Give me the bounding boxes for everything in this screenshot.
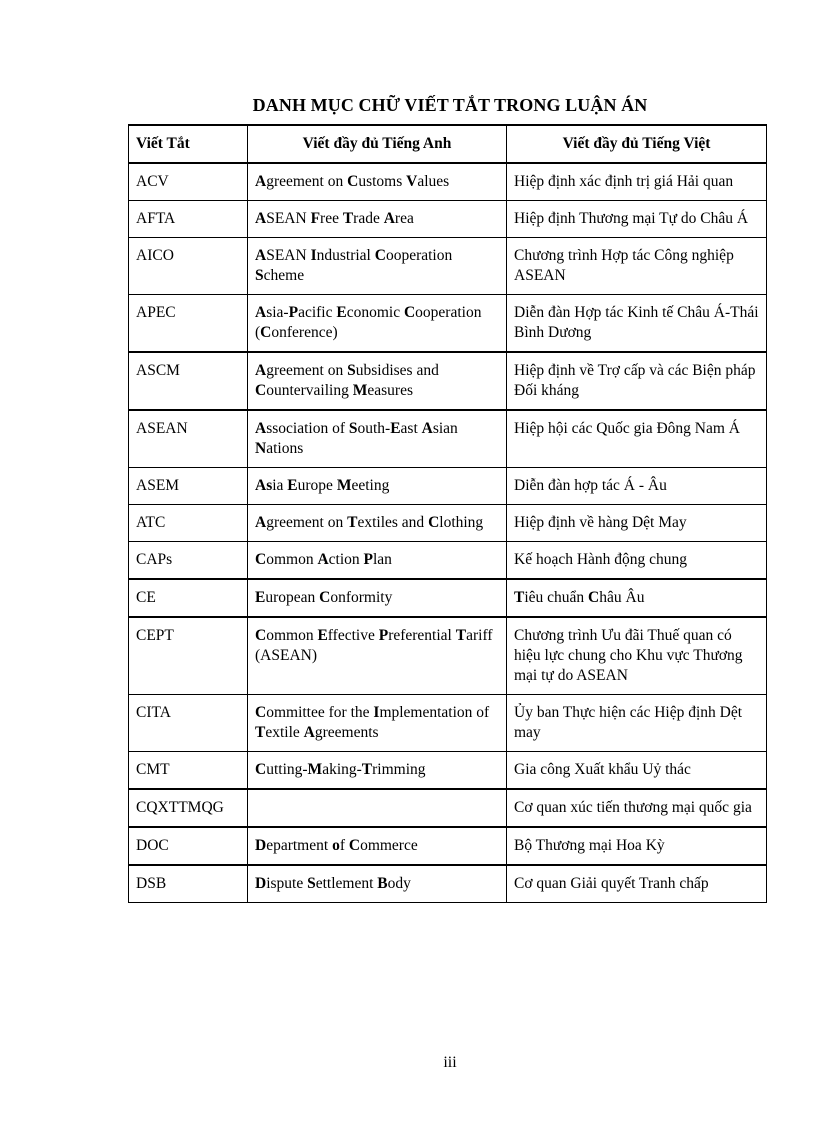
english-term-cell (248, 789, 507, 827)
table-body (129, 163, 767, 903)
abbreviation-cell: CITA (129, 695, 248, 752)
header-english: Viết đầy đủ Tiếng Anh (248, 125, 507, 163)
vietnamese-term-cell: Bộ Thương mại Hoa Kỳ (507, 827, 767, 865)
vietnamese-term-cell: Diễn đàn Hợp tác Kinh tế Châu Á-Thái Bình Dương (507, 295, 767, 353)
english-term-cell: Department of Commerce (248, 827, 507, 865)
english-term-cell: Common Action Plan (248, 542, 507, 580)
table-row (129, 579, 767, 617)
abbreviation-cell: AICO (129, 238, 248, 295)
english-term-cell: Agreement on Customs Values (248, 163, 507, 201)
english-term-cell: Dispute Settlement Body (248, 865, 507, 903)
table-row (129, 410, 767, 468)
english-term-cell: ASEAN Free Trade Area (248, 201, 507, 238)
header-abbreviation: Viết Tắt (129, 125, 248, 163)
abbreviation-cell: ASEM (129, 468, 248, 505)
vietnamese-term-cell: Kế hoạch Hành động chung (507, 542, 767, 580)
table-row (129, 752, 767, 790)
abbreviation-cell: AFTA (129, 201, 248, 238)
abbreviation-cell: CMT (129, 752, 248, 790)
table-row (129, 789, 767, 827)
page-title: DANH MỤC CHỮ VIẾT TẮT TRONG LUẬN ÁN (252, 95, 648, 115)
abbreviation-cell: ATC (129, 505, 248, 542)
english-term-cell: ASEAN Industrial Cooperation Scheme (248, 238, 507, 295)
english-term-cell: Agreement on Subsidises and Countervailing Measures (248, 352, 507, 410)
table-header-row (129, 125, 767, 163)
abbreviation-cell: ACV (129, 163, 248, 201)
vietnamese-term-cell: Hiệp định về hàng Dệt May (507, 505, 767, 542)
abbreviation-cell: ASEAN (129, 410, 248, 468)
abbreviation-cell: CAPs (129, 542, 248, 580)
abbreviation-table (128, 124, 767, 903)
table-row (129, 695, 767, 752)
abbreviation-cell: APEC (129, 295, 248, 353)
abbreviation-cell: CQXTTMQG (129, 789, 248, 827)
abbreviation-cell: CEPT (129, 617, 248, 695)
english-term-cell: Agreement on Textiles and Clothing (248, 505, 507, 542)
vietnamese-term-cell: Cơ quan xúc tiến thương mại quốc gia (507, 789, 767, 827)
table-row (129, 295, 767, 353)
page-number: iii (443, 1054, 457, 1071)
vietnamese-term-cell: Hiệp hội các Quốc gia Đông Nam Á (507, 410, 767, 468)
abbreviation-cell: ASCM (129, 352, 248, 410)
vietnamese-term-cell: Hiệp định Thương mại Tự do Châu Á (507, 201, 767, 238)
vietnamese-term-cell: Cơ quan Giải quyết Tranh chấp (507, 865, 767, 903)
vietnamese-term-cell: Diễn đàn hợp tác Á - Âu (507, 468, 767, 505)
vietnamese-term-cell: Gia công Xuất khẩu Uỷ thác (507, 752, 767, 790)
english-term-cell: European Conformity (248, 579, 507, 617)
table-row (129, 238, 767, 295)
abbreviation-cell: CE (129, 579, 248, 617)
english-term-cell: Committee for the Implementation of Textile Agreements (248, 695, 507, 752)
table-row (129, 617, 767, 695)
vietnamese-term-cell: Hiệp định xác định trị giá Hải quan (507, 163, 767, 201)
english-term-cell: Asia-Pacific Economic Cooperation (Conference) (248, 295, 507, 353)
table-row (129, 542, 767, 580)
abbreviation-cell: DSB (129, 865, 248, 903)
table-row (129, 468, 767, 505)
english-term-cell: Common Effective Preferential Tariff (ASEAN) (248, 617, 507, 695)
table-row (129, 505, 767, 542)
vietnamese-term-cell: Hiệp định về Trợ cấp và các Biện pháp Đối kháng (507, 352, 767, 410)
english-term-cell: Asia Europe Meeting (248, 468, 507, 505)
vietnamese-term-cell: Chương trình Hợp tác Công nghiệp ASEAN (507, 238, 767, 295)
table-row (129, 163, 767, 201)
vietnamese-term-cell: Ủy ban Thực hiện các Hiệp định Dệt may (507, 695, 767, 752)
abbreviation-cell: DOC (129, 827, 248, 865)
table-row (129, 827, 767, 865)
table-row (129, 352, 767, 410)
vietnamese-term-cell: Chương trình Ưu đãi Thuế quan có hiệu lực chung cho Khu vực Thương mại tự do ASEAN (507, 617, 767, 695)
english-term-cell: Cutting-Making-Trimming (248, 752, 507, 790)
vietnamese-term-cell: Tiêu chuẩn Châu Âu (507, 579, 767, 617)
table-row (129, 865, 767, 903)
header-vietnamese: Viết đầy đủ Tiếng Việt (507, 125, 767, 163)
english-term-cell: Association of South-East Asian Nations (248, 410, 507, 468)
table-row (129, 201, 767, 238)
